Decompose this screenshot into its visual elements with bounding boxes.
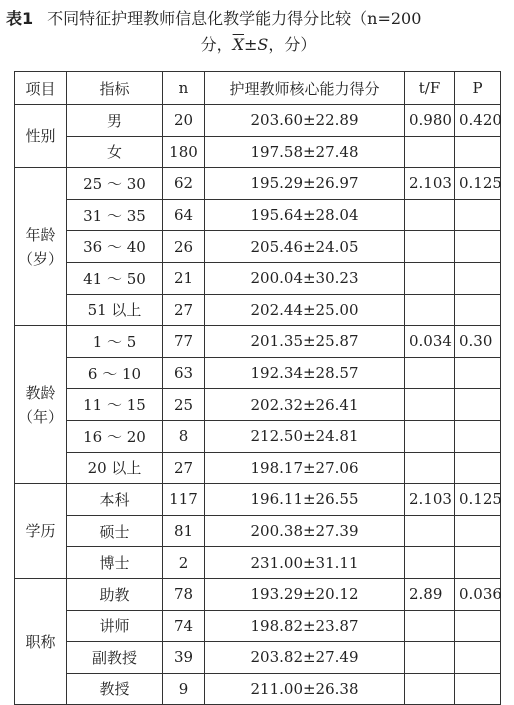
n-cell: 63 [163, 357, 205, 389]
n-cell: 78 [163, 578, 205, 610]
table-row [15, 294, 501, 326]
score-cell: 200.38±27.39 [205, 515, 405, 547]
score-cell: 200.04±30.23 [205, 262, 405, 294]
item-cell: 博士 [67, 547, 163, 579]
tf-cell [405, 262, 455, 294]
caption-unit-prefix: 分， [200, 35, 233, 54]
table-row [15, 642, 501, 674]
score-cell: 205.46±24.05 [205, 231, 405, 263]
p-cell: 0.125 [455, 484, 501, 516]
table-row [15, 105, 501, 137]
score-cell: 202.44±25.00 [205, 294, 405, 326]
n-cell: 26 [163, 231, 205, 263]
n-cell: 64 [163, 199, 205, 231]
table-title-line2 [6, 32, 511, 58]
table-row [15, 136, 501, 168]
item-cell: 男 [67, 105, 163, 137]
tf-cell [405, 420, 455, 452]
item-cell: 16 ～ 20 [67, 420, 163, 452]
table-row [15, 547, 501, 579]
tf-cell: 2.103 [405, 484, 455, 516]
p-cell [455, 357, 501, 389]
score-cell: 198.17±27.06 [205, 452, 405, 484]
tf-cell [405, 231, 455, 263]
tf-cell [405, 294, 455, 326]
tf-cell: 0.980 [405, 105, 455, 137]
n-cell: 180 [163, 136, 205, 168]
item-cell: 1 ～ 5 [67, 326, 163, 358]
score-cell: 195.64±28.04 [205, 199, 405, 231]
group-name-cell: 性别 [15, 105, 67, 168]
p-cell [455, 452, 501, 484]
item-cell: 助教 [67, 578, 163, 610]
caption-mean-symbol: $\overline{X}$ [232, 35, 244, 54]
header-cell: t/F [405, 72, 455, 105]
table-row [15, 168, 501, 200]
header-cell: 护理教师核心能力得分 [205, 72, 405, 105]
score-cell: 203.82±27.49 [205, 642, 405, 674]
p-cell [455, 642, 501, 674]
n-cell: 20 [163, 105, 205, 137]
caption-unit-suffix: ，分） [268, 35, 317, 54]
item-cell: 11 ～ 15 [67, 389, 163, 421]
n-cell: 39 [163, 642, 205, 674]
table-row [15, 326, 501, 358]
n-cell: 27 [163, 294, 205, 326]
score-cell: 202.32±26.41 [205, 389, 405, 421]
n-cell: 27 [163, 452, 205, 484]
n-cell: 62 [163, 168, 205, 200]
item-cell: 女 [67, 136, 163, 168]
p-cell: 0.420 [455, 105, 501, 137]
header-row [15, 72, 501, 105]
table-row [15, 231, 501, 263]
table-row [15, 357, 501, 389]
tf-cell [405, 673, 455, 705]
item-cell: 6 ～ 10 [67, 357, 163, 389]
caption-pm: ± [244, 35, 258, 54]
p-cell [455, 199, 501, 231]
table-row [15, 389, 501, 421]
n-cell: 21 [163, 262, 205, 294]
tf-cell [405, 610, 455, 642]
table-label: 表1 [6, 9, 34, 28]
tf-cell: 0.034 [405, 326, 455, 358]
tf-cell: 2.89 [405, 578, 455, 610]
tf-cell [405, 357, 455, 389]
group-name-cell: 职称 [15, 578, 67, 704]
table-row [15, 262, 501, 294]
score-cell: 196.11±26.55 [205, 484, 405, 516]
item-cell: 本科 [67, 484, 163, 516]
tf-cell [405, 452, 455, 484]
group-name-cell: 学历 [15, 484, 67, 579]
tf-cell [405, 389, 455, 421]
p-cell [455, 515, 501, 547]
item-cell: 20 以上 [67, 452, 163, 484]
score-cell: 212.50±24.81 [205, 420, 405, 452]
header-cell: 项目 [15, 72, 67, 105]
score-cell: 203.60±22.89 [205, 105, 405, 137]
tf-cell [405, 642, 455, 674]
table-row [15, 484, 501, 516]
n-cell: 25 [163, 389, 205, 421]
table-row [15, 610, 501, 642]
n-cell: 117 [163, 484, 205, 516]
item-cell: 硕士 [67, 515, 163, 547]
score-cell: 201.35±25.87 [205, 326, 405, 358]
score-cell: 211.00±26.38 [205, 673, 405, 705]
tf-cell [405, 199, 455, 231]
p-cell: 0.036 [455, 578, 501, 610]
tf-cell: 2.103 [405, 168, 455, 200]
caption-sd-symbol: S [257, 35, 269, 54]
table-row [15, 515, 501, 547]
tf-cell [405, 515, 455, 547]
score-cell: 197.58±27.48 [205, 136, 405, 168]
table-body [15, 105, 501, 705]
p-cell [455, 294, 501, 326]
n-cell: 2 [163, 547, 205, 579]
table-row [15, 452, 501, 484]
table-row [15, 578, 501, 610]
tf-cell [405, 547, 455, 579]
table-title: 不同特征护理教师信息化教学能力得分比较（n=200 [47, 9, 422, 28]
item-cell: 教授 [67, 673, 163, 705]
group-name-cell: 教龄 （年） [15, 326, 67, 484]
item-cell: 讲师 [67, 610, 163, 642]
p-cell [455, 547, 501, 579]
item-cell: 36 ～ 40 [67, 231, 163, 263]
tf-cell [405, 136, 455, 168]
header-cell: n [163, 72, 205, 105]
p-cell [455, 389, 501, 421]
n-cell: 77 [163, 326, 205, 358]
item-cell: 51 以上 [67, 294, 163, 326]
p-cell [455, 136, 501, 168]
score-table [14, 71, 501, 705]
n-cell: 81 [163, 515, 205, 547]
p-cell [455, 420, 501, 452]
score-cell: 192.34±28.57 [205, 357, 405, 389]
table-row [15, 199, 501, 231]
table-row [15, 420, 501, 452]
item-cell: 25 ～ 30 [67, 168, 163, 200]
p-cell [455, 262, 501, 294]
score-cell: 231.00±31.11 [205, 547, 405, 579]
n-cell: 74 [163, 610, 205, 642]
p-cell [455, 673, 501, 705]
p-cell: 0.125 [455, 168, 501, 200]
item-cell: 41 ～ 50 [67, 262, 163, 294]
p-cell: 0.30 [455, 326, 501, 358]
group-name-cell: 年龄 （岁） [15, 168, 67, 326]
p-cell [455, 610, 501, 642]
score-cell: 198.82±23.87 [205, 610, 405, 642]
table-caption [6, 6, 511, 58]
n-cell: 9 [163, 673, 205, 705]
score-cell: 193.29±20.12 [205, 578, 405, 610]
score-cell: 195.29±26.97 [205, 168, 405, 200]
header-cell: 指标 [67, 72, 163, 105]
item-cell: 副教授 [67, 642, 163, 674]
header-cell: P [455, 72, 501, 105]
n-cell: 8 [163, 420, 205, 452]
item-cell: 31 ～ 35 [67, 199, 163, 231]
p-cell [455, 231, 501, 263]
table-row [15, 673, 501, 705]
